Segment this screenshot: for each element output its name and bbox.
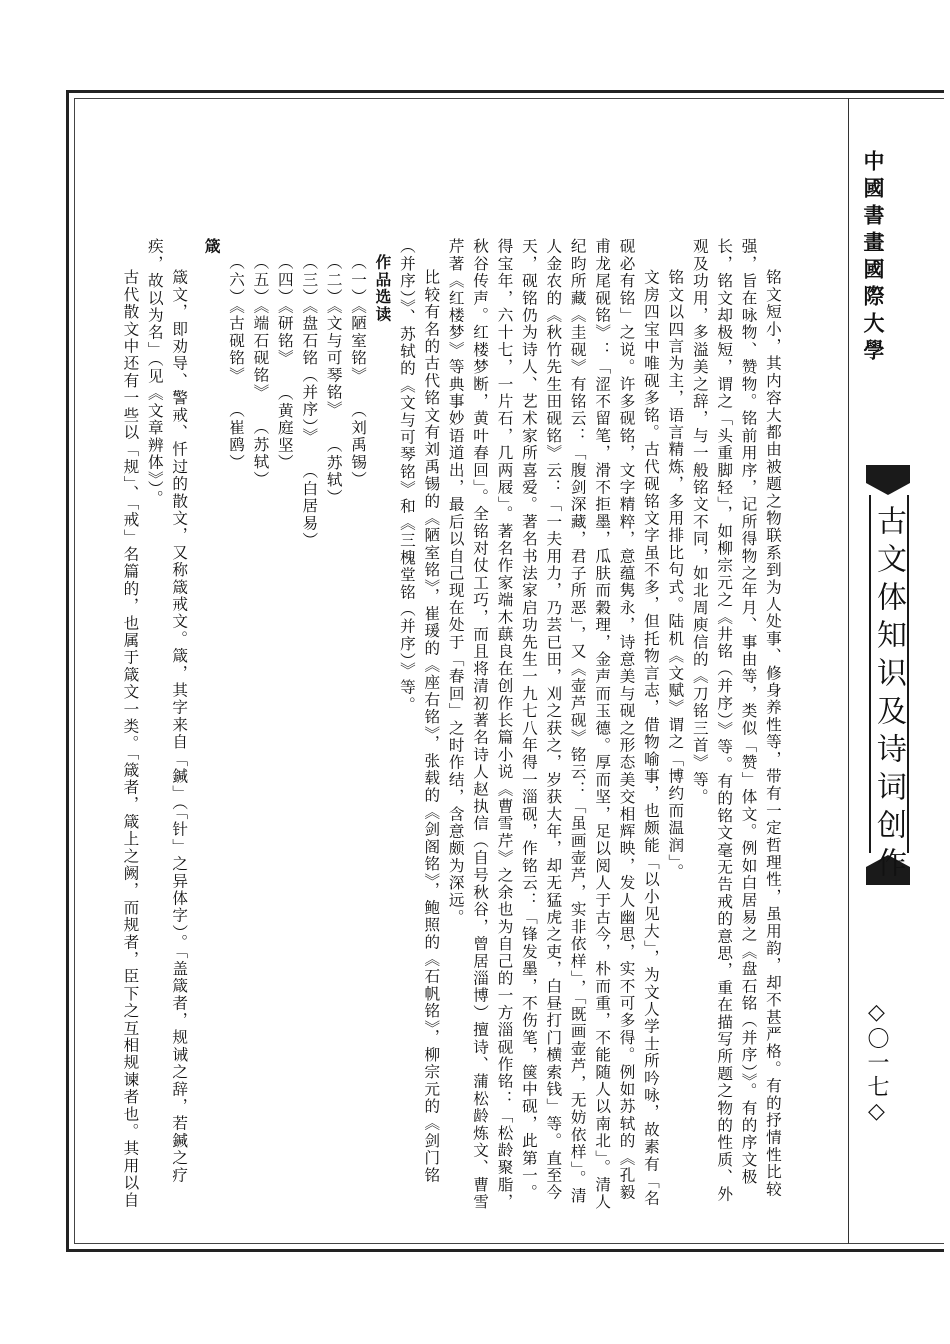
margin-divider: [848, 98, 849, 1244]
work-title: （三）《盘石铭（并序）》: [300, 253, 319, 445]
page-number: ◇〇一七◇: [864, 1000, 889, 1126]
zhen-heading: 箴: [202, 238, 221, 256]
work-item: [346, 238, 370, 1218]
paragraph: 铭文以四言为主，语言精炼，多用排比句式。陆机《文赋》谓之「博约而温润」。: [666, 269, 685, 881]
main-text: [118, 238, 785, 1218]
publisher-header: 中國書畫國際大學: [861, 150, 885, 366]
work-item: [297, 238, 321, 1218]
work-title: （五）《端石砚铭》: [251, 253, 270, 401]
work-title: （四）《研铭》: [275, 253, 294, 367]
work-author: （苏轼）: [324, 436, 343, 506]
paragraph: 铭文短小，其内容大都由被题之物联系到为人处事、修身养性等，带有一定哲理性，虽用韵，却不甚严格。有的抒情性比较强，旨在咏物、赞物。铭前用序，记所得物之年月、事由等，类似「赞」体文。例如白居易之《盘石铭（并序）》。有的序文极长，铭文却极短，谓之「头重脚轻」，如柳宗元之《井铭（并序）》等。有的铭文毫无告戒的意思，重在描写所题之物的性质、外观及功用，多溢美之辞，与一般铭文不同，如北周庾信的《刀铭三首》等。: [690, 238, 782, 1203]
works-heading: 作品选读: [373, 253, 392, 323]
paragraph: 比较有名的古代铭文有刘禹锡的《陋室铭》，崔瑗的《座右铭》，张载的《剑阁铭》，鲍照的《石帆铭》，柳宗元的《剑门铭（并序）》、苏轼的《文与可琴铭》和《三槐堂铭（并序）》等。: [397, 238, 441, 1184]
work-title: （一）《陋室铭》: [349, 253, 368, 384]
work-author: （白居易）: [300, 463, 319, 550]
work-author: （刘禹锡）: [349, 402, 368, 489]
paragraph: 文房四宝中唯砚多铭。古代砚铭文字虽不多，但托物言志，借物喻事，也颇能「以小见大」，为文人学士所吟咏，故素有「名砚必有铭」之说。许多砚铭，文字精粹，意蕴隽永，诗意美与砚之形态美交相辉映，发人幽思，实不可多得。例如苏轼的《孔毅甫龙尾砚铭》：「涩不留笔，滑不拒墨，瓜肤而穀理，金声而玉德。厚而坚，足以阅人于古今，朴而重，不能随人以南北」。清人纪昀所藏《圭砚》有铭云：「腹剑深藏，君子所恶」，又《壶芦砚》铭云：「虽画壶芦，实非依样」，「既画壶芦，无妨依样」。清人金农的《秋竹先生田砚铭》云：「一夫用力，乃芸已田，刈之获之，岁获大年，却无猛虎之吏，白昼打门横索钱」等。直至今天，砚铭仍为诗人、艺术家所喜爱。著名书法家启功先生一九七八年得一淄砚，作铭云：「锋发墨，不伤笔，箧中砚，此第一。得宝年，六十七，一片石，几两屐」。著名作家端木蕻良在创作长篇小说《曹雪芹》之余也为自己的一方淄砚作铭：「松龄聚脂，秋谷传声。红楼梦断，黄叶春回」。全铭对仗工巧，而且将清初著名诗人赵执信（自号秋谷，曾居淄博）擅诗、蒲松龄炼文、曹雪芹著《红楼梦》等典事妙语道出，最后以自己现在处于「春回」之时作结，含意颇为深远。: [446, 238, 660, 1211]
work-author: （崔鸥）: [227, 402, 246, 471]
work-author: （黄庭坚）: [275, 384, 294, 471]
work-title: （六）《古砚铭》: [227, 253, 246, 384]
work-item: [248, 238, 272, 1218]
work-item: [224, 238, 248, 1218]
work-author: （苏轼）: [251, 419, 270, 489]
work-item: [321, 238, 345, 1218]
work-item: [272, 238, 296, 1218]
work-title: （二）《文与可琴铭》: [324, 253, 343, 418]
section-title: 古文体知识及诗词创作: [871, 505, 906, 885]
paragraph: 古代散文中还有一些以「规」、「戒」名篇的，也属于箴文一类。「箴者，箴上之阙，而规者，臣下之互相规谏者也。其用以自: [121, 269, 140, 1209]
paragraph: 箴文，即劝导、警戒、忏过的散文，又称箴戒文。箴，其字来自「鍼」（「针」之异体字）。「盖箴者，规诫之辞，若鍼之疗疾，故以为名」（见《文章辨体》）。: [145, 238, 189, 1184]
title-box-top-ornament: [866, 465, 910, 495]
